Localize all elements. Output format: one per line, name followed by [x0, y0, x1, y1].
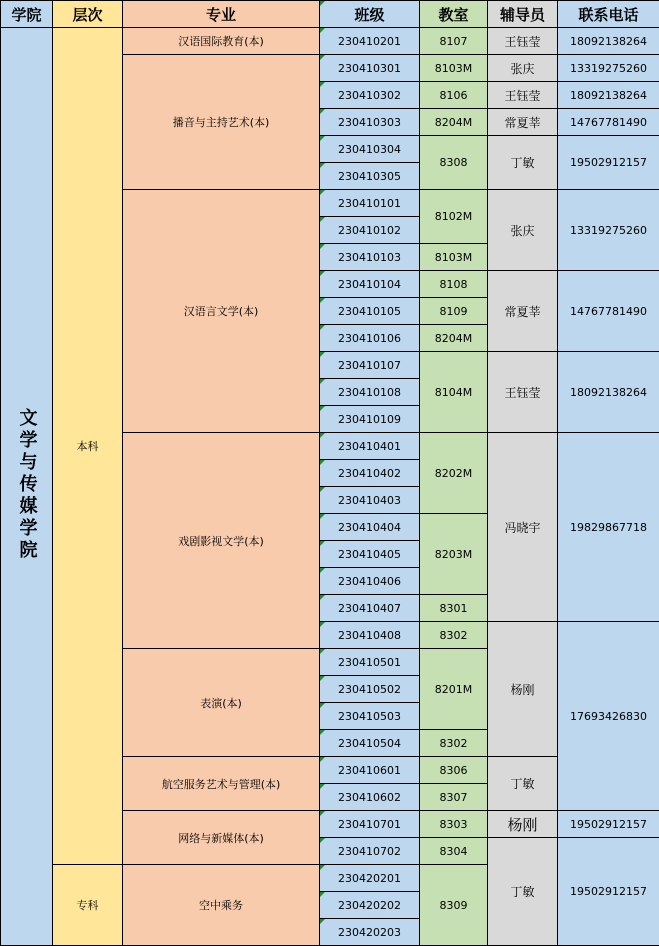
room-cell: 8107 [420, 28, 488, 55]
tutor-cell: 丁敏 [488, 136, 558, 190]
header-phone: 联系电话 [558, 1, 659, 28]
phone-cell: 14767781490 [558, 109, 659, 136]
major-cell: 汉语言文学(本) [123, 190, 320, 433]
room-cell: 8103M [420, 55, 488, 82]
room-cell: 8106 [420, 82, 488, 109]
room-cell: 8301 [420, 595, 488, 622]
class-cell: 230410305 [320, 163, 420, 190]
class-cell: 230410504 [320, 730, 420, 757]
class-cell: 230410303 [320, 109, 420, 136]
room-cell: 8304 [420, 838, 488, 865]
class-cell: 230410601 [320, 757, 420, 784]
major-cell: 戏剧影视文学(本) [123, 433, 320, 649]
tutor-cell: 张庆 [488, 190, 558, 271]
room-cell: 8109 [420, 298, 488, 325]
phone-cell: 18092138264 [558, 352, 659, 433]
level-cell: 专科 [53, 865, 123, 946]
room-cell: 8202M [420, 433, 488, 514]
header-tutor: 辅导员 [488, 1, 558, 28]
class-cell: 230410104 [320, 271, 420, 298]
class-cell: 230410402 [320, 460, 420, 487]
class-cell: 230420201 [320, 865, 420, 892]
phone-cell: 17693426830 [558, 622, 659, 811]
header-level: 层次 [53, 1, 123, 28]
room-cell: 8307 [420, 784, 488, 811]
class-cell: 230410702 [320, 838, 420, 865]
class-cell: 230410602 [320, 784, 420, 811]
phone-cell: 13319275260 [558, 55, 659, 82]
phone-cell: 13319275260 [558, 190, 659, 271]
class-cell: 230410408 [320, 622, 420, 649]
room-cell: 8303 [420, 811, 488, 838]
tutor-cell: 杨刚 [488, 811, 558, 838]
major-cell: 空中乘务 [123, 865, 320, 946]
header-college: 学院 [1, 1, 53, 28]
tutor-cell: 丁敏 [488, 838, 558, 946]
class-cell: 230420203 [320, 919, 420, 946]
table-row [1, 28, 659, 55]
class-cell: 230410102 [320, 217, 420, 244]
major-cell: 汉语国际教育(本) [123, 28, 320, 55]
class-cell: 230410502 [320, 676, 420, 703]
class-cell: 230410106 [320, 325, 420, 352]
major-cell: 播音与主持艺术(本) [123, 55, 320, 190]
room-cell: 8204M [420, 109, 488, 136]
major-cell: 网络与新媒体(本) [123, 811, 320, 865]
tutor-cell: 常夏莘 [488, 109, 558, 136]
major-cell: 表演(本) [123, 649, 320, 757]
header-major: 专业 [123, 1, 320, 28]
tutor-cell: 冯晓宇 [488, 433, 558, 622]
class-cell: 230410108 [320, 379, 420, 406]
tutor-cell: 杨刚 [488, 622, 558, 757]
class-cell: 230410701 [320, 811, 420, 838]
header-class: 班级 [320, 1, 420, 28]
room-cell: 8306 [420, 757, 488, 784]
class-cell: 230410501 [320, 649, 420, 676]
class-cell: 230410503 [320, 703, 420, 730]
room-cell: 8302 [420, 730, 488, 757]
phone-cell: 19502912157 [558, 136, 659, 190]
level-cell: 本科 [53, 28, 123, 865]
class-cell: 230410405 [320, 541, 420, 568]
tutor-cell: 张庆 [488, 55, 558, 82]
room-cell: 8201M [420, 649, 488, 730]
room-cell: 8309 [420, 865, 488, 946]
room-cell: 8104M [420, 352, 488, 433]
class-cell: 230410302 [320, 82, 420, 109]
room-cell: 8203M [420, 514, 488, 595]
phone-cell: 19502912157 [558, 838, 659, 946]
class-cell: 230410403 [320, 487, 420, 514]
room-cell: 8308 [420, 136, 488, 190]
class-cell: 230410107 [320, 352, 420, 379]
class-cell: 230410109 [320, 406, 420, 433]
phone-cell: 18092138264 [558, 82, 659, 109]
phone-cell: 19829867718 [558, 433, 659, 622]
class-cell: 230410301 [320, 55, 420, 82]
phone-cell: 18092138264 [558, 28, 659, 55]
class-cell: 230410103 [320, 244, 420, 271]
class-cell: 230410407 [320, 595, 420, 622]
class-cell: 230420202 [320, 892, 420, 919]
major-cell: 航空服务艺术与管理(本) [123, 757, 320, 811]
class-cell: 230410101 [320, 190, 420, 217]
header-room: 教室 [420, 1, 488, 28]
room-cell: 8108 [420, 271, 488, 298]
college-name: 文学与传媒学院 [16, 408, 38, 562]
tutor-cell: 常夏莘 [488, 271, 558, 352]
phone-cell: 14767781490 [558, 271, 659, 352]
tutor-cell: 王钰莹 [488, 352, 558, 433]
room-cell: 8102M [420, 190, 488, 244]
room-cell: 8103M [420, 244, 488, 271]
class-cell: 230410404 [320, 514, 420, 541]
class-cell: 230410406 [320, 568, 420, 595]
class-cell: 230410105 [320, 298, 420, 325]
room-cell: 8302 [420, 622, 488, 649]
room-cell: 8204M [420, 325, 488, 352]
header-row [1, 1, 659, 28]
college-cell [1, 28, 53, 946]
phone-cell: 19502912157 [558, 811, 659, 838]
tutor-cell: 王钰莹 [488, 28, 558, 55]
class-cell: 230410201 [320, 28, 420, 55]
class-cell: 230410401 [320, 433, 420, 460]
tutor-cell: 丁敏 [488, 757, 558, 811]
tutor-cell: 王钰莹 [488, 82, 558, 109]
class-cell: 230410304 [320, 136, 420, 163]
